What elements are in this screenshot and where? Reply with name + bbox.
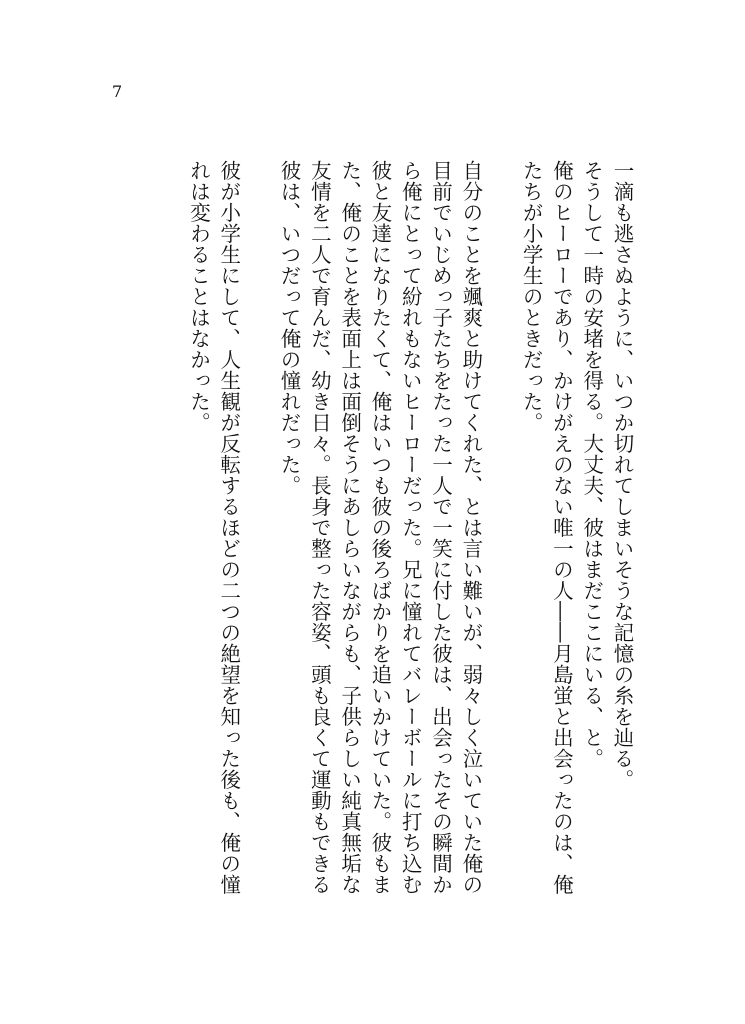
- paragraph-thread-of-memory: 一滴も逃さぬように、いつか切れてしまいそうな記憶の糸を辿る。: [610, 160, 634, 790]
- novel-body-text: [107, 160, 637, 900]
- paragraph-admiration: 彼が小学生にして、人生観が反転するほどの二つの絶望を知った後も、俺の憧れは変わることはなかった。: [186, 160, 241, 895]
- paragraph-relief: そうして一時の安堵を得る。大丈夫、彼はまだここにいる、と。: [579, 160, 604, 769]
- paragraph-hero-meeting: 俺のヒーローであり、かけがえのない唯一の人――月島蛍と出会ったのは、俺たちが小学生のときだった。: [519, 160, 574, 895]
- page-number: 7: [112, 82, 123, 101]
- paragraph-childhood: 自分のことを颯爽と助けてくれた、とは言い難いが、弱々しく泣いていた俺の目前でいじめっ子たちをたった一人で一笑に付した彼は、出会ったその瞬間から俺にとって紛れもないヒーローだった。兄に憧れてバレーボールに打ち込む彼と友達になりたくて、俺はいつも彼の後ろばかりを追いかけていた。彼もまた、俺のことを表面上は面倒そうにあしらいながらも、子供らしい純真無垢な友情を二人で育んだ、幼き日々。長身で整った容姿、頭も良くて運動もできる彼は、いつだって俺の憧れだった。: [277, 160, 483, 895]
